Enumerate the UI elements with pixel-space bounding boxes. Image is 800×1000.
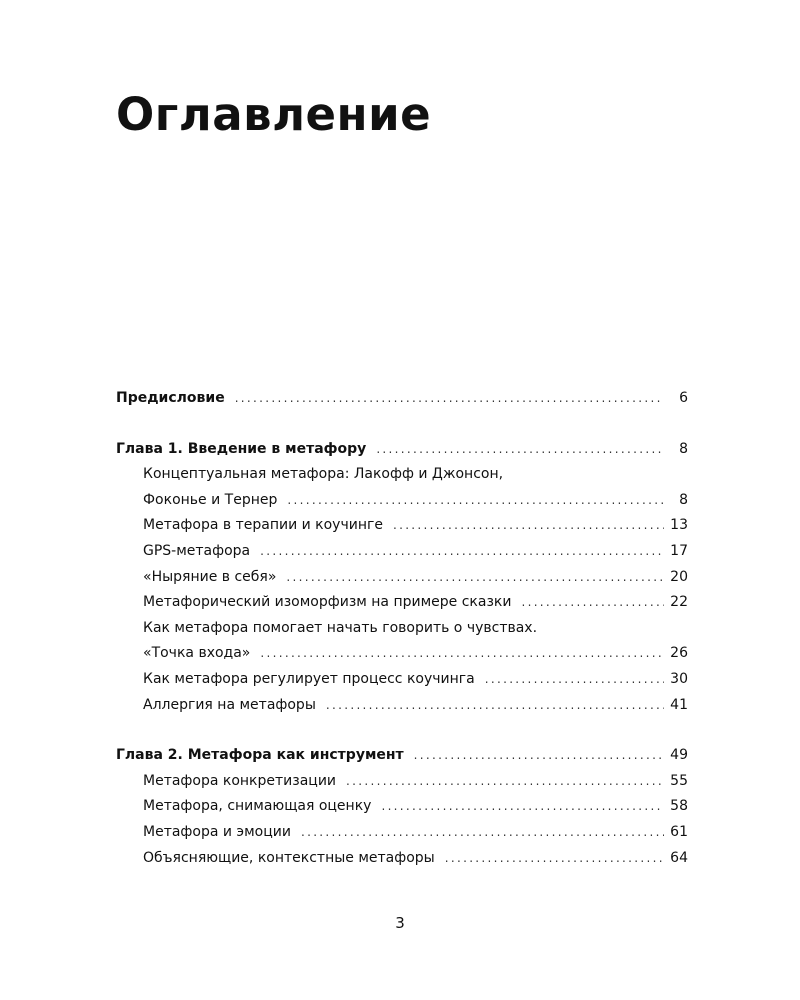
dot-leader [381, 794, 664, 820]
toc-chapter-entry [116, 437, 688, 463]
dot-leader [235, 386, 664, 412]
toc-section-entry [116, 513, 688, 539]
toc-section-entry [116, 769, 688, 795]
page-number: 3 [395, 914, 405, 932]
toc-chapter-entry [116, 386, 688, 412]
dot-leader [521, 590, 664, 616]
toc-page-number: 58 [670, 798, 688, 815]
dot-leader [393, 513, 664, 539]
toc-section-entry [116, 539, 688, 565]
dot-leader [287, 488, 664, 514]
toc-entry-title: Как метафора регулирует процесс коучинга [143, 670, 475, 687]
toc-entry-title: Метафора в терапии и коучинге [143, 517, 383, 534]
toc-page-number: 41 [670, 696, 688, 713]
toc-page-number: 13 [670, 517, 688, 534]
toc-page-number: 17 [670, 542, 688, 559]
toc-entry-title: Аллергия на метафоры [143, 696, 316, 713]
toc-section-entry [116, 590, 688, 616]
dot-leader [346, 769, 664, 795]
toc-section-entry [116, 488, 688, 514]
toc-page-number: 55 [670, 772, 688, 789]
toc-page-number: 20 [670, 568, 688, 585]
toc-section-entry [116, 667, 688, 693]
toc-page-number: 49 [670, 747, 688, 764]
dot-leader [286, 565, 664, 591]
toc-section-entry [116, 641, 688, 667]
toc-entry-title: «Точка входа» [143, 645, 251, 662]
dot-leader [260, 539, 664, 565]
dot-leader [445, 846, 664, 872]
toc-entry-title: Глава 1. Введение в метафору [116, 440, 367, 457]
dot-leader [376, 437, 664, 463]
toc-page-number: 22 [670, 594, 688, 611]
toc-section-entry [116, 820, 688, 846]
table-of-contents [116, 386, 688, 871]
toc-page-number: 8 [679, 440, 688, 457]
toc-entry-title: «Ныряние в себя» [143, 568, 277, 585]
toc-entry-title: Метафора конкретизации [143, 772, 337, 789]
toc-entry-title: Предисловие [116, 390, 225, 406]
toc-page-number: 8 [679, 491, 688, 508]
toc-entry-title: Фоконье и Тернер [143, 491, 278, 508]
dot-leader [301, 820, 664, 846]
toc-section-entry [116, 846, 688, 872]
toc-section-entry [116, 693, 688, 719]
dot-leader [414, 743, 664, 769]
toc-section-entry [116, 794, 688, 820]
dot-leader [260, 641, 664, 667]
toc-page-number: 6 [679, 390, 688, 406]
toc-entry-title: Метафора и эмоции [143, 823, 291, 840]
toc-entry-title: Метафора, снимающая оценку [143, 798, 372, 815]
page-title: Оглавление [116, 88, 432, 141]
dot-leader [485, 667, 664, 693]
toc-page-number: 26 [670, 645, 688, 662]
toc-entry-title: Объясняющие, контекстные метафоры [143, 849, 435, 866]
toc-entry-title: Концептуальная метафора: Лакофф и Джонсон, [143, 466, 504, 483]
toc-entry-title: Глава 2. Метафора как инструмент [116, 747, 404, 764]
toc-section-entry [116, 565, 688, 591]
toc-entry-title: Как метафора помогает начать говорить о чувствах. [143, 619, 538, 636]
toc-page-number: 30 [670, 670, 688, 687]
dot-leader [326, 693, 664, 719]
toc-entry-title: Метафорический изоморфизм на примере сказки [143, 594, 512, 611]
toc-page-number: 64 [670, 849, 688, 866]
toc-entry-title: GPS-метафора [143, 542, 251, 559]
toc-section-entry [116, 462, 688, 488]
toc-page-number: 61 [670, 823, 688, 840]
toc-section-entry [116, 616, 688, 642]
toc-chapter-entry [116, 743, 688, 769]
